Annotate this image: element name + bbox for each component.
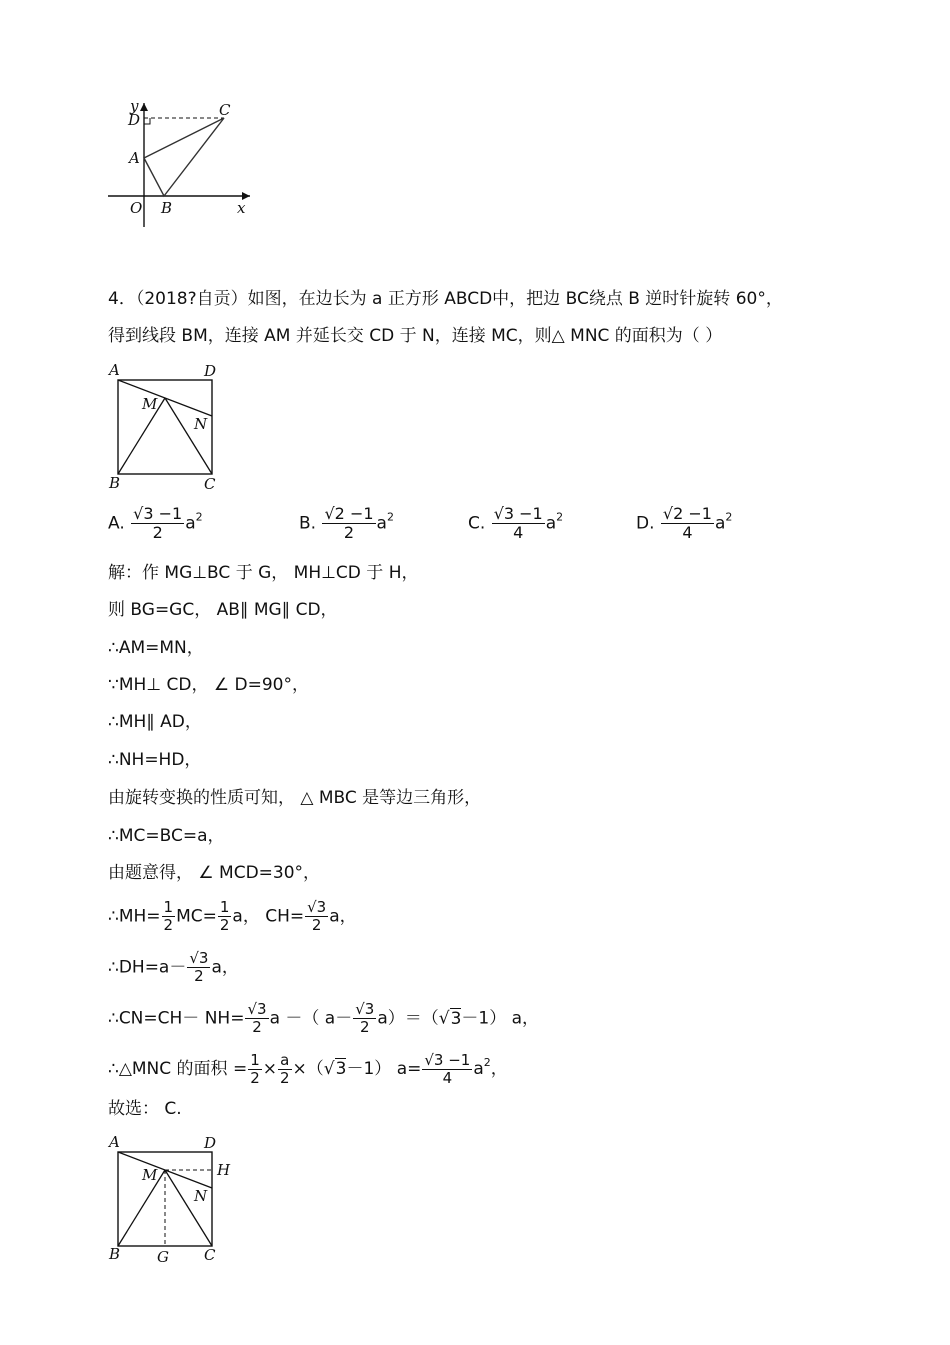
label-m: M	[142, 395, 158, 413]
option-b-variable: a	[376, 513, 387, 534]
label-n: N	[194, 415, 208, 433]
option-d[interactable]	[636, 505, 732, 542]
l13-radicand: 3	[335, 1059, 347, 1079]
option-c-fraction	[492, 505, 545, 542]
option-d-letter: D.	[636, 513, 655, 534]
label-a: A	[129, 149, 140, 167]
option-c-numerator: √3 −1	[493, 504, 543, 523]
l13-frac-3-num: √3 −1	[424, 1050, 471, 1069]
l10-text-4: a，	[329, 906, 357, 927]
label-a: A	[109, 1133, 120, 1151]
triangle-abc	[144, 118, 224, 196]
option-c-exponent: 2	[556, 510, 564, 524]
option-d-numerator: √2 −1	[662, 504, 712, 523]
label-g: G	[157, 1248, 169, 1266]
solution-line-7: 由旋转变换的性质可知， △ MBC 是等边三角形，	[108, 788, 482, 808]
label-b: B	[109, 1245, 121, 1263]
label-n: N	[194, 1187, 208, 1205]
l12-radicand: 3	[450, 1008, 462, 1029]
option-a-letter: A.	[108, 513, 125, 534]
l11-frac-den: 2	[194, 967, 204, 985]
option-a-denominator: 2	[152, 523, 163, 542]
label-m: M	[142, 1166, 158, 1184]
l10-frac-3	[305, 899, 328, 934]
label-c: C	[204, 1246, 216, 1264]
solution-line-6: ∴NH=HD，	[108, 750, 202, 770]
l13-text-6: ，	[490, 1059, 508, 1079]
l13-frac-1-den: 2	[250, 1068, 260, 1087]
l13-frac-2-num: a	[278, 1052, 292, 1070]
l12-frac-2-den: 2	[360, 1018, 370, 1036]
l11-text-2: a，	[211, 957, 239, 978]
l13-sqrt: √3	[323, 1059, 347, 1079]
solution-line-12	[108, 1001, 539, 1036]
label-c: C	[204, 475, 216, 493]
figure-coordinate-diagram	[100, 95, 260, 230]
option-c-letter: C.	[468, 513, 486, 534]
l12-text-1: ∴CN=CH－ NH=	[108, 1008, 245, 1029]
l11-frac-num: √3	[189, 949, 209, 967]
option-b-denominator: 2	[343, 523, 355, 542]
problem-line-1: 4．（2018?自贡）如图，在边长为 a 正方形 ABCD中，把边 BC绕点 B 逆时针旋转 60°，	[108, 289, 783, 309]
option-c-variable: a	[545, 513, 557, 534]
solution-line-2: 则 BG=GC， AB∥ MG∥ CD，	[108, 600, 338, 620]
solution-line-5: ∴MH∥ AD，	[108, 712, 202, 732]
solution-line-8: ∴MC=BC=a，	[108, 826, 225, 846]
l10-frac-3-den: 2	[311, 916, 322, 934]
option-a-exponent: 2	[195, 510, 203, 524]
option-b-fraction	[322, 505, 375, 542]
line-mc	[165, 398, 212, 474]
l10-frac-3-num: √3	[307, 898, 327, 916]
l13-frac-1	[248, 1052, 262, 1087]
l10-frac-1	[162, 899, 176, 934]
option-d-fraction	[661, 505, 714, 542]
solution-line-1: 解：作 MG⊥BC 于 G， MH⊥CD 于 H，	[108, 563, 419, 583]
solution-line-10	[108, 899, 357, 934]
l13-text-2: ×	[262, 1059, 277, 1079]
label-a: A	[109, 361, 120, 379]
l13-frac-3-den: 4	[442, 1068, 453, 1087]
option-d-denominator: 4	[682, 523, 693, 542]
l13-frac-2-den: 2	[280, 1068, 290, 1087]
y-axis-arrow-icon	[140, 103, 148, 111]
option-a-fraction	[131, 505, 184, 542]
problem-line-2: 得到线段 BM，连接 AM 并延长交 CD 于 N，连接 MC，则△ MNC 的面积为（ ）	[108, 326, 723, 346]
l10-frac-2-num: 1	[219, 898, 230, 916]
l12-text-2: a －（ a－	[269, 1008, 353, 1029]
label-y: y	[130, 97, 139, 115]
figure-square-with-auxiliary-lines	[100, 1132, 240, 1267]
l12-frac-2	[353, 1001, 376, 1036]
label-b: B	[109, 474, 121, 492]
l11-frac	[187, 950, 210, 985]
right-angle-mark	[144, 118, 150, 124]
l13-text-1: ∴△MNC 的面积 =	[108, 1059, 248, 1079]
l13-frac-3	[422, 1052, 472, 1087]
l10-frac-2	[218, 899, 232, 934]
option-a-variable: a	[185, 513, 196, 534]
l12-frac-1-num: √3	[247, 1000, 267, 1018]
l12-frac-1	[245, 1001, 268, 1036]
option-d-variable: a	[714, 513, 726, 534]
solution-line-4: ∵MH⊥ CD， ∠ D=90°，	[108, 675, 309, 695]
option-a[interactable]	[108, 505, 203, 542]
solution-line-13	[108, 1051, 508, 1087]
l12-text-3: a）＝（	[377, 1008, 439, 1029]
solution-answer: 故选： C.	[108, 1099, 182, 1119]
l13-frac-2	[278, 1052, 292, 1087]
option-d-exponent: 2	[725, 510, 733, 524]
option-a-numerator: √3 −1	[133, 504, 183, 523]
l12-sqrt: √3	[438, 1008, 462, 1029]
label-h: H	[217, 1161, 231, 1179]
l12-frac-1-den: 2	[252, 1018, 262, 1036]
l10-frac-1-num: 1	[163, 898, 174, 916]
label-x: x	[237, 199, 246, 217]
l12-frac-2-num: √3	[355, 1000, 375, 1018]
l13-text-4: －1） a=	[346, 1059, 422, 1079]
label-b: B	[161, 199, 173, 217]
option-b[interactable]	[299, 505, 394, 542]
l10-frac-2-den: 2	[219, 916, 230, 934]
label-o: O	[130, 199, 143, 217]
l10-text-2: MC=	[176, 906, 217, 927]
label-d: D	[204, 362, 217, 380]
l10-frac-1-den: 2	[163, 916, 174, 934]
l13-text-3: ×（	[292, 1059, 324, 1079]
solution-line-11	[108, 950, 239, 985]
label-d: D	[204, 1134, 217, 1152]
l13-text-5: a	[473, 1059, 484, 1079]
l13-exponent: 2	[483, 1056, 491, 1069]
figure-square-abcd	[100, 360, 230, 495]
l10-text-3: a， CH=	[232, 906, 305, 927]
label-c: C	[219, 101, 231, 119]
option-b-numerator: √2 −1	[324, 504, 374, 523]
line-mc	[165, 1170, 212, 1246]
option-c-denominator: 4	[513, 523, 524, 542]
option-c[interactable]	[468, 505, 563, 542]
solution-line-3: ∴AM=MN，	[108, 638, 204, 658]
solution-line-9: 由题意得， ∠ MCD=30°，	[108, 863, 321, 883]
l10-text-1: ∴MH=	[108, 906, 161, 927]
label-d: D	[128, 111, 141, 129]
option-b-exponent: 2	[386, 510, 394, 524]
option-b-letter: B.	[299, 513, 317, 534]
l13-frac-1-num: 1	[250, 1050, 260, 1069]
l11-text-1: ∴DH=a－	[108, 957, 187, 978]
l12-text-4: －1） a，	[461, 1008, 540, 1029]
